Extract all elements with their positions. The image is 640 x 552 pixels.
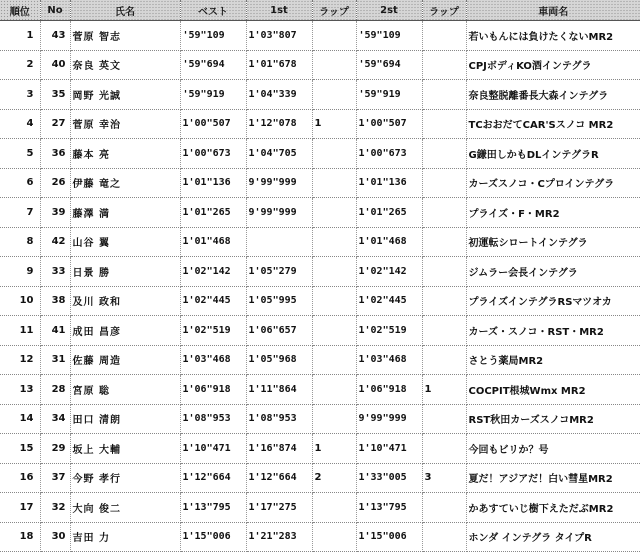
first-run-penalty-cell (312, 50, 356, 80)
car-name-cell: プライズ・F・MR2 (466, 198, 640, 228)
second-run-penalty-cell (422, 168, 466, 198)
position-cell: 10 (0, 286, 40, 316)
driver-name-cell: 岡野 光誠 (70, 80, 180, 110)
position-cell: 15 (0, 434, 40, 464)
second-run-penalty-cell (422, 404, 466, 434)
position-cell: 2 (0, 50, 40, 80)
second-run-cell: 1'15"006 (356, 522, 422, 552)
result-row (0, 257, 640, 287)
driver-name-cell: 及川 政和 (70, 286, 180, 316)
first-run-cell: 1'04"339 (246, 80, 312, 110)
second-run-penalty-cell (422, 286, 466, 316)
second-run-cell: 1'03"468 (356, 345, 422, 375)
second-run-penalty-cell (422, 80, 466, 110)
driver-name-cell: 佐藤 周造 (70, 345, 180, 375)
second-run-penalty-cell (422, 493, 466, 523)
best-time-cell: '59"109 (180, 21, 246, 51)
result-row (0, 286, 640, 316)
second-run-cell: 1'02"445 (356, 286, 422, 316)
result-row (0, 434, 640, 464)
car-number-cell: 31 (40, 345, 70, 375)
best-time-cell: '59"694 (180, 50, 246, 80)
car-name-cell: カーズスノコ・Cプロインテグラ (466, 168, 640, 198)
driver-name-cell: 藤澤 満 (70, 198, 180, 228)
first-run-cell: 1'05"995 (246, 286, 312, 316)
header-driver: 氏名 (70, 0, 180, 21)
first-run-penalty-cell: 1 (312, 109, 356, 139)
first-run-penalty-cell (312, 493, 356, 523)
position-cell: 16 (0, 463, 40, 493)
driver-name-cell: 成田 昌彦 (70, 316, 180, 346)
second-run-cell: 1'10"471 (356, 434, 422, 464)
car-number-cell: 43 (40, 21, 70, 51)
best-time-cell: 1'02"445 (180, 286, 246, 316)
best-time-cell: 1'06"918 (180, 375, 246, 405)
result-row (0, 109, 640, 139)
driver-name-cell: 今野 孝行 (70, 463, 180, 493)
driver-name-cell: 山谷 翼 (70, 227, 180, 257)
position-cell: 13 (0, 375, 40, 405)
car-number-cell: 35 (40, 80, 70, 110)
first-run-cell: 9'99"999 (246, 198, 312, 228)
second-run-penalty-cell (422, 257, 466, 287)
car-number-cell: 26 (40, 168, 70, 198)
result-row (0, 522, 640, 552)
position-cell: 4 (0, 109, 40, 139)
first-run-penalty-cell: 1 (312, 434, 356, 464)
result-row (0, 404, 640, 434)
driver-name-cell: 田口 清朗 (70, 404, 180, 434)
position-cell: 3 (0, 80, 40, 110)
position-cell: 1 (0, 21, 40, 51)
first-run-cell: 1'17"275 (246, 493, 312, 523)
first-run-cell: 1'12"664 (246, 463, 312, 493)
best-time-cell: 1'00"673 (180, 139, 246, 169)
car-name-cell: 初運転シロートインテグラ (466, 227, 640, 257)
result-row (0, 139, 640, 169)
header-no: No (40, 0, 70, 21)
first-run-penalty-cell (312, 227, 356, 257)
best-time-cell: 1'02"519 (180, 316, 246, 346)
car-number-cell: 41 (40, 316, 70, 346)
car-number-cell: 37 (40, 463, 70, 493)
first-run-cell: 1'03"807 (246, 21, 312, 51)
car-name-cell: さとう薬局MR2 (466, 345, 640, 375)
best-time-cell: 1'12"664 (180, 463, 246, 493)
car-number-cell: 39 (40, 198, 70, 228)
car-name-cell: 夏だ！アジアだ！白い彗星MR2 (466, 463, 640, 493)
first-run-cell: 1'05"279 (246, 257, 312, 287)
best-time-cell: 1'08"953 (180, 404, 246, 434)
car-number-cell: 42 (40, 227, 70, 257)
second-run-penalty-cell: 1 (422, 375, 466, 405)
result-row (0, 21, 640, 51)
car-name-cell: 奈良整脱離番長大森インテグラ (466, 80, 640, 110)
result-row (0, 50, 640, 80)
second-run-cell: 1'33"005 (356, 463, 422, 493)
car-number-cell: 40 (40, 50, 70, 80)
position-cell: 17 (0, 493, 40, 523)
result-row (0, 493, 640, 523)
first-run-penalty-cell (312, 198, 356, 228)
position-cell: 14 (0, 404, 40, 434)
best-time-cell: 1'01"468 (180, 227, 246, 257)
second-run-cell: '59"694 (356, 50, 422, 80)
position-cell: 5 (0, 139, 40, 169)
car-name-cell: 今回もビリか？号 (466, 434, 640, 464)
position-cell: 6 (0, 168, 40, 198)
first-run-cell: 1'12"078 (246, 109, 312, 139)
car-name-cell: プライズインテグラRSマツオカ (466, 286, 640, 316)
second-run-cell: 9'99"999 (356, 404, 422, 434)
best-time-cell: 1'01"265 (180, 198, 246, 228)
second-run-cell: 1'00"507 (356, 109, 422, 139)
car-name-cell: ホンダ インテグラ タイプR (466, 522, 640, 552)
car-number-cell: 27 (40, 109, 70, 139)
position-cell: 8 (0, 227, 40, 257)
first-run-penalty-cell (312, 522, 356, 552)
first-run-cell: 1'06"657 (246, 316, 312, 346)
second-run-cell: 1'06"918 (356, 375, 422, 405)
best-time-cell: 1'01"136 (180, 168, 246, 198)
result-row (0, 80, 640, 110)
first-run-penalty-cell (312, 404, 356, 434)
header-position: 順位 (0, 0, 40, 21)
result-row (0, 463, 640, 493)
result-row (0, 168, 640, 198)
first-run-cell: 1'16"874 (246, 434, 312, 464)
second-run-penalty-cell (422, 345, 466, 375)
first-run-cell: 1'05"968 (246, 345, 312, 375)
position-cell: 9 (0, 257, 40, 287)
first-run-penalty-cell (312, 21, 356, 51)
first-run-cell: 9'99"999 (246, 168, 312, 198)
car-name-cell: 若いもんには負けたくないMR2 (466, 21, 640, 51)
second-run-cell: 1'02"142 (356, 257, 422, 287)
car-number-cell: 29 (40, 434, 70, 464)
car-name-cell: カーズ・スノコ・RST・MR2 (466, 316, 640, 346)
car-number-cell: 33 (40, 257, 70, 287)
second-run-cell: '59"109 (356, 21, 422, 51)
first-run-cell: 1'08"953 (246, 404, 312, 434)
driver-name-cell: 藤本 亮 (70, 139, 180, 169)
second-run-cell: 1'01"136 (356, 168, 422, 198)
car-name-cell: COCPIT根城Wmx MR2 (466, 375, 640, 405)
best-time-cell: 1'02"142 (180, 257, 246, 287)
second-run-penalty-cell (422, 434, 466, 464)
second-run-cell: 1'01"265 (356, 198, 422, 228)
car-name-cell: CPJボディKO酒インテグラ (466, 50, 640, 80)
header-best: ベスト (180, 0, 246, 21)
first-run-penalty-cell (312, 168, 356, 198)
driver-name-cell: 坂上 大輔 (70, 434, 180, 464)
first-run-penalty-cell (312, 345, 356, 375)
second-run-cell: 1'02"519 (356, 316, 422, 346)
position-cell: 18 (0, 522, 40, 552)
car-number-cell: 36 (40, 139, 70, 169)
car-number-cell: 32 (40, 493, 70, 523)
first-run-cell: 1'21"283 (246, 522, 312, 552)
result-row (0, 198, 640, 228)
result-row (0, 227, 640, 257)
header-row (0, 0, 640, 21)
driver-name-cell: 日景 勝 (70, 257, 180, 287)
second-run-penalty-cell (422, 21, 466, 51)
first-run-penalty-cell (312, 80, 356, 110)
first-run-penalty-cell (312, 375, 356, 405)
driver-name-cell: 菅原 幸治 (70, 109, 180, 139)
header-lap1: ラップ (312, 0, 356, 21)
second-run-penalty-cell (422, 109, 466, 139)
driver-name-cell: 奈良 英文 (70, 50, 180, 80)
best-time-cell: 1'13"795 (180, 493, 246, 523)
first-run-cell: 1'01"678 (246, 50, 312, 80)
car-name-cell: RST秋田カーズスノコMR2 (466, 404, 640, 434)
car-name-cell: かあすていじ樹下えただぶMR2 (466, 493, 640, 523)
second-run-cell: 1'00"673 (356, 139, 422, 169)
second-run-penalty-cell (422, 522, 466, 552)
second-run-penalty-cell (422, 198, 466, 228)
first-run-penalty-cell (312, 316, 356, 346)
second-run-cell: 1'01"468 (356, 227, 422, 257)
results-body (0, 21, 640, 552)
car-name-cell: G鎌田しかもDLインテグラR (466, 139, 640, 169)
second-run-penalty-cell (422, 316, 466, 346)
best-time-cell: 1'00"507 (180, 109, 246, 139)
first-run-cell (246, 227, 312, 257)
driver-name-cell: 宮原 聡 (70, 375, 180, 405)
car-number-cell: 30 (40, 522, 70, 552)
best-time-cell: 1'15"006 (180, 522, 246, 552)
result-row (0, 375, 640, 405)
second-run-penalty-cell (422, 50, 466, 80)
car-number-cell: 28 (40, 375, 70, 405)
result-row (0, 316, 640, 346)
best-time-cell: '59"919 (180, 80, 246, 110)
driver-name-cell: 菅原 智志 (70, 21, 180, 51)
car-number-cell: 34 (40, 404, 70, 434)
first-run-cell: 1'11"864 (246, 375, 312, 405)
first-run-cell: 1'04"705 (246, 139, 312, 169)
header-team: 車両名 (466, 0, 640, 21)
second-run-penalty-cell: 3 (422, 463, 466, 493)
first-run-penalty-cell (312, 139, 356, 169)
first-run-penalty-cell (312, 257, 356, 287)
header-second: 2st (356, 0, 422, 21)
second-run-penalty-cell (422, 227, 466, 257)
header-first: 1st (246, 0, 312, 21)
driver-name-cell: 大向 俊二 (70, 493, 180, 523)
car-name-cell: ジムラー会長インテグラ (466, 257, 640, 287)
driver-name-cell: 伊藤 竜之 (70, 168, 180, 198)
second-run-penalty-cell (422, 139, 466, 169)
second-run-cell: 1'13"795 (356, 493, 422, 523)
best-time-cell: 1'03"468 (180, 345, 246, 375)
driver-name-cell: 吉田 力 (70, 522, 180, 552)
position-cell: 11 (0, 316, 40, 346)
position-cell: 7 (0, 198, 40, 228)
position-cell: 12 (0, 345, 40, 375)
first-run-penalty-cell (312, 286, 356, 316)
car-name-cell: TCおおだてCAR'Sスノコ MR2 (466, 109, 640, 139)
header-lap2: ラップ (422, 0, 466, 21)
first-run-penalty-cell: 2 (312, 463, 356, 493)
car-number-cell: 38 (40, 286, 70, 316)
result-row (0, 345, 640, 375)
best-time-cell: 1'10"471 (180, 434, 246, 464)
second-run-cell: '59"919 (356, 80, 422, 110)
